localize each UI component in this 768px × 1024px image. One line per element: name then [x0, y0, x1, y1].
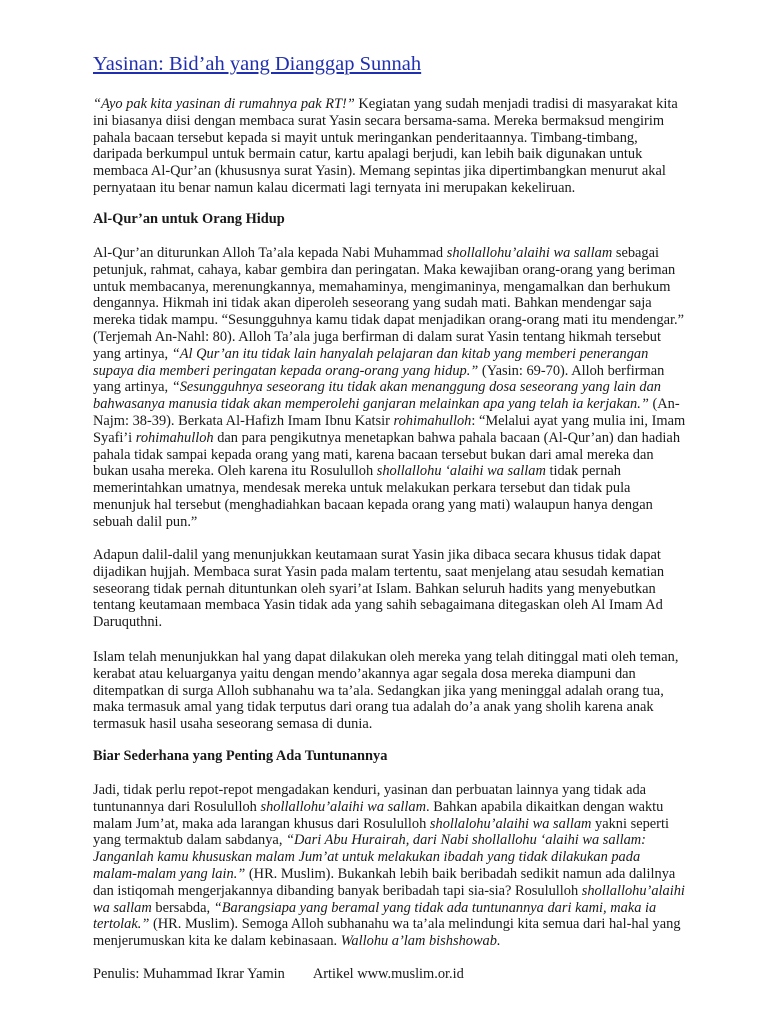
paragraph-4: Jadi, tidak perlu repot-repot mengadakan kenduri, yasinan dan perbuatan lainnya yang tidak ada tuntunannya dari Rosululloh shollallohu’alaihi wa sallam. Bahkan apabila dikaitkan dengan waktu malam Jum’at, maka ada larangan khusus dari Rosululloh shollalohu’alaihi wa sallam yakni seperti yang termaktub dalam sabdanya, “Dari Abu Hurairah, dari Nabi shollallohu ‘alaihi wa sallam: Janganlah kamu khususkan malam Jum’at untuk melakukan ibadah yang tidak dilakukan pada malam-malam yang lain.” (HR. Muslim). Bukankah lebih baik beribadah sedikit namun ada dalilnya dan istiqomah mengerjakannya dibanding banyak beribadah tapi sia-sia? Rosululloh shollallohu’alaihi wa sallam bersabda, “Barangsiapa yang beramal yang tidak ada tuntunannya dari kami, maka ia tertolak.” (HR. Muslim). Semoga Alloh subhanahu wa ta’ala melindungi kita semua dari hal-hal yang menjerumuskan kita ke dalam kebinasaan. Wallohu a’lam bishshowab.: [93, 782, 685, 950]
paragraph-2: Adapun dalil-dalil yang menunjukkan keutamaan surat Yasin jika dibaca secara khusus tidak dapat dijadikan hujjah. Membaca surat Yasin pada malam tertentu, saat menjelang atau sesudah kematian seseorang tidak pernah dituntunkan oleh syari’at Islam. Bahkan seluruh hadits yang menyebutkan tentang keutamaan membaca Yasin tidak ada yang sahih sebagaimana ditegaskan oleh Al Imam Ad Daruquthni.: [93, 547, 665, 631]
text-line: pahala bacaan tersebut kepada si mayit untuk meringankan penderitaannya. Timbang-timbang,: [93, 129, 638, 146]
source-credit: Artikel www.muslim.or.id: [312, 966, 464, 982]
text-line: membaca Al-Qur’an (khususnya surat Yasin). Memang sepintas jika dipertimbangkan menurut akal: [93, 163, 666, 180]
text-line: “Ayo pak kita yasinan di rumahnya pak RT!” Kegiatan yang sudah menjadi tradisi di masyarakat kita: [93, 96, 678, 112]
intro-quote: “Ayo pak kita yasinan di rumahnya pak RT!”: [93, 96, 355, 112]
author-credit: Penulis: Muhammad Ikrar Yamin: [93, 966, 285, 982]
section-heading-1: Al-Qur’an untuk Orang Hidup: [93, 211, 285, 227]
paragraph-1: Al-Qur’an diturunkan Alloh Ta’ala kepada Nabi Muhammad shollallohu’alaihi wa sallam sebagai petunjuk, rahmat, cahaya, kabar gembira dan peringatan. Maka kewajiban orang-orang yang beriman untuk membacanya, merenungkannya, memahaminya, mengimaninya, mengamalkan dan berhukum dengannya. Hikmah ini tidak akan diperoleh seseorang yang sudah mati. Bahkan mendengar saja mereka tidak mampu. “Sesungguhnya kamu tidak dapat menjadikan orang-orang mati itu mendengar.” (Terjemah An-Nahl: 80). Alloh Ta’ala juga berfirman di dalam surat Yasin tentang hikmah tersebut yang artinya, “Al Qur’an itu tidak lain hanyalah pelajaran dan kitab yang memberi penerangan supaya dia memberi peringatan kepada orang-orang yang hidup.” (Yasin: 69-70). Alloh berfirman yang artinya, “Sesungguhnya seseorang itu tidak akan menanggung dosa seseorang yang lain dan bahwasanya manusia tidak akan memperolehi ganjaran melainkan apa yang telah ia kerjakan.” (An- Najm: 38-39). Berkata Al-Hafizh Imam Ibnu Katsir rohimahulloh: “Melalui ayat yang mulia ini, Imam Syafi’i rohimahulloh dan para pengikutnya menetapkan bahwa pahala bacaan (Al-Qur’an) dan hadiah pahala tidak sampai kepada orang yang mati, karena bacaan tersebut bukan dari amal mereka dan bukan usaha mereka. Oleh karena itu Rosululloh shollallohu ‘alaihi wa sallam tidak pernah memerintahkan umatnya, mendesak mereka untuk melakukan perkara tersebut dan tidak pula menunjuk hal tersebut (menghadiahkan bacaan kepada orang yang mati) walaupun hanya dengan sebuah dalil pun.”: [93, 245, 686, 530]
article-title[interactable]: Yasinan: Bid’ah yang Dianggap Sunnah: [93, 53, 422, 75]
text-line: daripada berkumpul untuk bermain catur, kartu apalagi berjudi, kan lebih baik digunakan untuk: [93, 146, 643, 163]
article-footer: [93, 966, 464, 983]
text-line: pernyataan itu benar namun kalau dicermati lagi ternyata ini merupakan kekeliruan.: [93, 179, 576, 196]
section-heading-2: Biar Sederhana yang Penting Ada Tuntunannya: [93, 748, 388, 764]
intro-paragraph: [93, 96, 733, 197]
paragraph-3: Islam telah menunjukkan hal yang dapat dilakukan oleh mereka yang telah ditinggal mati oleh teman, kerabat atau keluarganya yaitu dengan mendo’akannya agar segala dosa mereka diampuni dan ditempatkan di surga Alloh subhanahu wa ta’ala. Sedangkan jika yang meninggal adalah orang tua, maka termasuk amal yang tidak terputus dari orang tua adalah do’a anak yang sholih karena anak termasuk hasil usaha seseorang semasa di dunia.: [93, 649, 679, 733]
text-line: ini biasanya diisi dengan membaca surat Yasin secara bersama-sama. Mereka bermaksud mengirim: [93, 112, 665, 129]
